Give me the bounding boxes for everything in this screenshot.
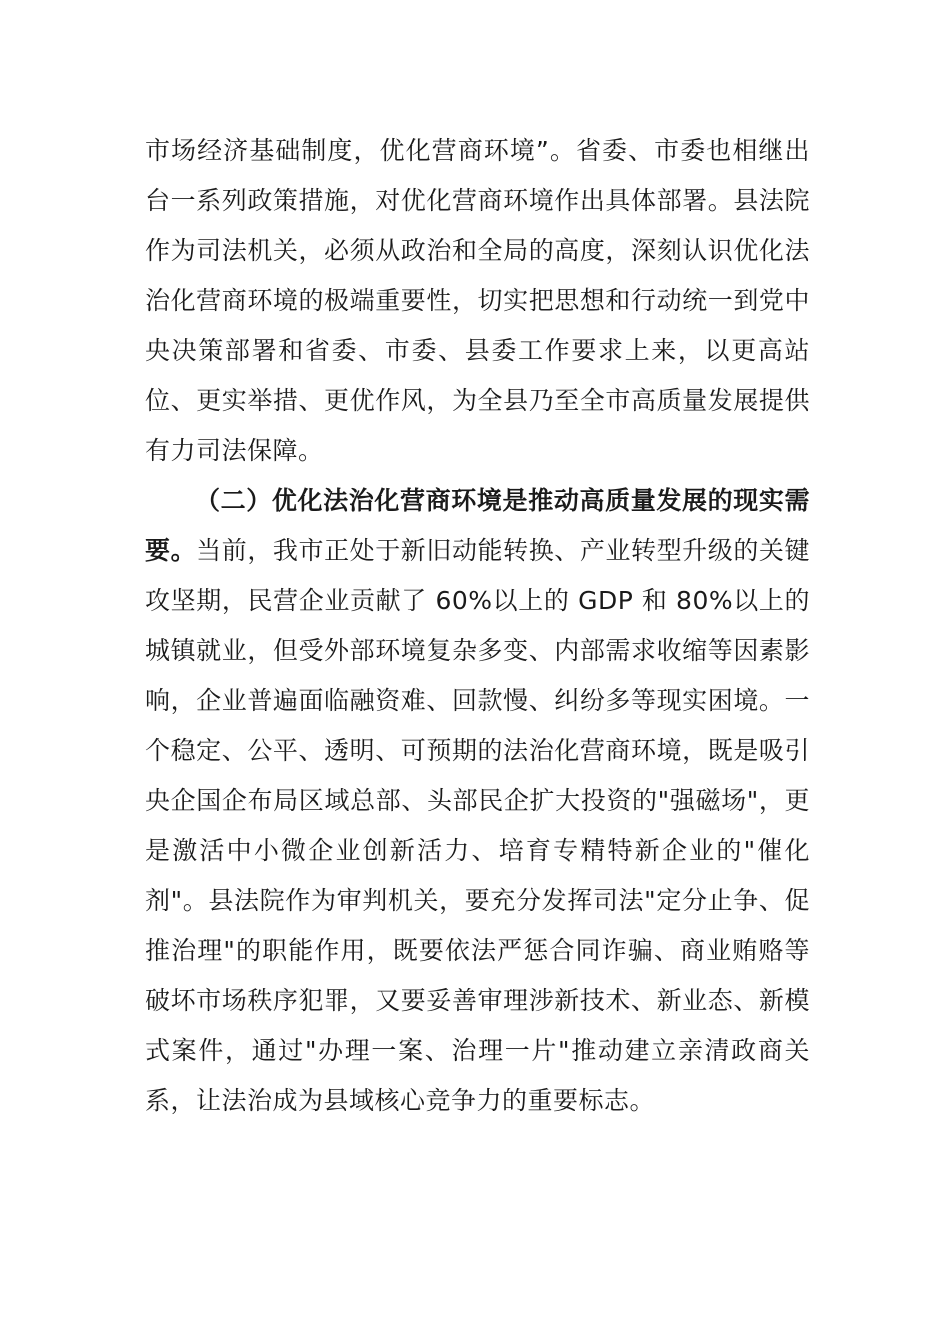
paragraph-2-heading: （二）优化法治化营商环境是推动高质量发展的现实需要。	[145, 486, 810, 565]
paragraph-2-body: 当前，我市正处于新旧动能转换、产业转型升级的关键攻坚期，民营企业贡献了 60%以上的 GDP 和 80%以上的城镇就业，但受外部环境复杂多变、内部需求收缩等因素影响，企业普遍面临融资难、回款慢、纠纷多等现实困境。一个稳定、公平、透明、可预期的法治化营商环境，既是吸引央企国企布局区域总部、头部民企扩大投资的"强磁场"，更是激活中小微企业创新活力、培育专精特新企业的"催化剂"。县法院作为审判机关，要充分发挥司法"定分止争、促推治理"的职能作用，既要依法严惩合同诈骗、商业贿赂等破坏市场秩序犯罪，又要妥善审理涉新技术、新业态、新模式案件，通过"办理一案、治理一片"推动建立亲清政商关系，让法治成为县域核心竞争力的重要标志。	[145, 536, 810, 1115]
paragraph-2	[145, 476, 810, 1126]
document-body	[145, 126, 810, 1126]
paragraph-1: 市场经济基础制度，优化营商环境”。省委、市委也相继出台一系列政策措施，对优化营商环境作出具体部署。县法院作为司法机关，必须从政治和全局的高度，深刻认识优化法治化营商环境的极端重要性，切实把思想和行动统一到党中央决策部署和省委、市委、县委工作要求上来，以更高站位、更实举措、更优作风，为全县乃至全市高质量发展提供有力司法保障。	[145, 136, 810, 465]
